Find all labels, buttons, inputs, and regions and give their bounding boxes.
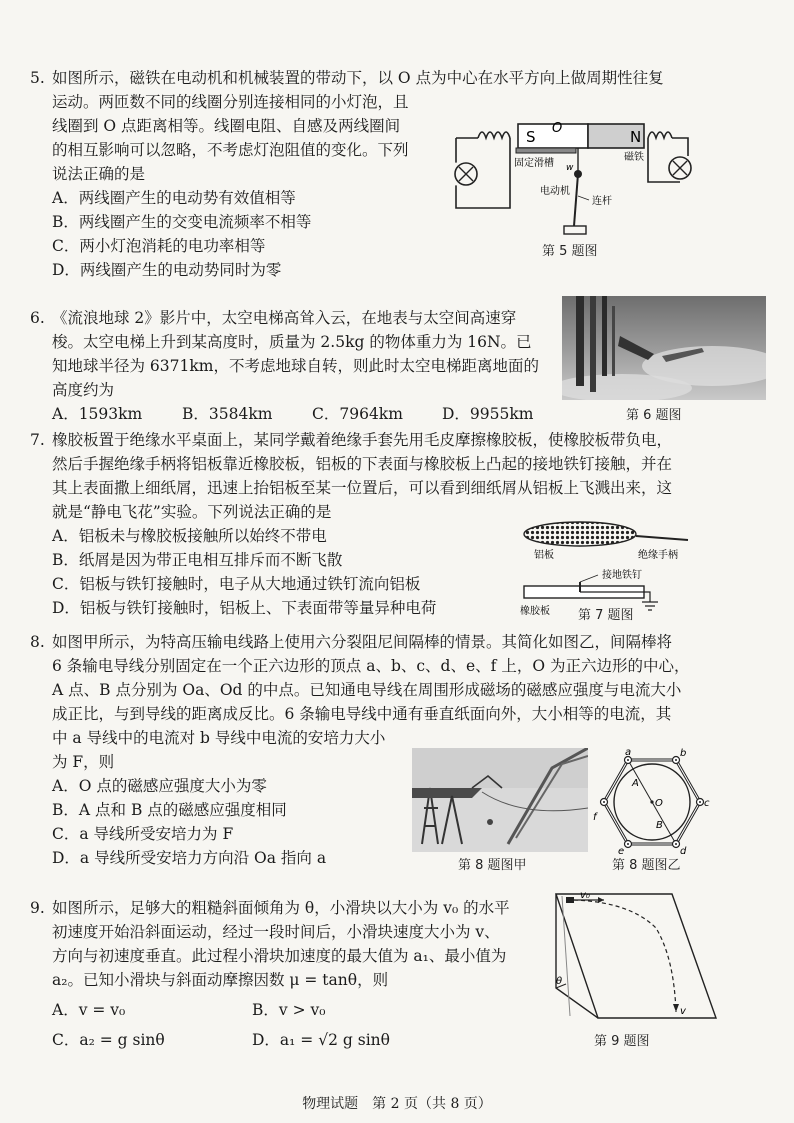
label-e: e — [618, 846, 625, 857]
option-c: C．两小灯泡消耗的电功率相等 — [52, 237, 266, 255]
option-c: C．7964km — [312, 405, 403, 423]
handle-icon — [636, 536, 688, 540]
question-text: 如图所示，足够大的粗糙斜面倾角为 θ，小滑块以大小为 v₀ 的水平 — [52, 899, 510, 917]
label-v: v — [680, 1006, 686, 1017]
label-o: O — [552, 121, 563, 136]
option-d: D．两线圈产生的电动势同时为零 — [52, 261, 282, 279]
option-b: B．两线圈产生的交变电流频率不相等 — [52, 213, 312, 231]
question-text: 初速度开始沿斜面运动，经过一段时间后，小滑块速度大小为 v、 — [52, 923, 500, 941]
question-text: 就是“静电飞花”实验。下列说法正确的是 — [52, 503, 332, 521]
question-text: 运动。两匝数不同的线圈分别连接相同的小灯泡，且 — [52, 93, 409, 111]
option-d: D．a 导线所受安培力方向沿 Oa 指向 a — [52, 849, 327, 867]
question-text: 其上表面撒上细纸屑，迅速上抬铝板至某一位置后，可以看到细纸屑从铝板上飞溅出来，这 — [52, 479, 673, 497]
label-w: w — [566, 163, 574, 173]
option-d: D．9955km — [442, 405, 534, 423]
option-b: B．v > v₀ — [252, 1001, 326, 1019]
option-b: B．3584km — [182, 405, 273, 423]
question-text: 为 F，则 — [52, 753, 115, 771]
figure-6-space-elevator-photo — [562, 296, 766, 400]
option-a: A．v = v₀ — [52, 1001, 126, 1019]
figure-5-magnet-coils — [448, 112, 694, 238]
question-text: 橡胶板置于绝缘水平桌面上，某同学戴着绝缘手套先用毛皮摩擦橡胶板，使橡胶板带负电， — [52, 431, 673, 449]
option-a: A．两线圈产生的电动势有效值相等 — [52, 189, 296, 207]
label-slide: 固定滑槽 — [514, 158, 554, 169]
label-n: N — [630, 128, 642, 146]
label-f: f — [593, 812, 597, 823]
option-c: C．a 导线所受安培力为 F — [52, 825, 234, 843]
figure-5-caption: 第 5 题图 — [542, 244, 598, 259]
question-number: 5. — [30, 69, 45, 87]
option-b: B．纸屑是因为带正电相互排斥而不断飞散 — [52, 551, 343, 569]
question-text: 中 a 导线中的电流对 b 导线中电流的安培力大小 — [52, 729, 386, 747]
figure-7-caption: 第 7 题图 — [578, 608, 634, 623]
option-c: C．a₂ = g sinθ — [52, 1031, 165, 1049]
option-d: D．铝板与铁钉接触时，铝板上、下表面带等量异种电荷 — [52, 599, 437, 617]
label-b: b — [680, 748, 687, 759]
question-text: a₂。已知小滑块与斜面动摩擦因数 μ = tanθ，则 — [52, 971, 389, 989]
question-text: 《流浪地球 2》影片中，太空电梯高耸入云，在地表与太空间高速穿 — [52, 309, 517, 327]
option-a: A．1593km — [52, 405, 143, 423]
label-nail: 接地铁钉 — [602, 570, 642, 581]
option-a: A．铝板未与橡胶板接触所以始终不带电 — [52, 527, 327, 545]
figure-8-caption-b: 第 8 题图乙 — [612, 858, 681, 873]
option-b: B．A 点和 B 点的磁感应强度相同 — [52, 801, 287, 819]
question-number: 8. — [30, 633, 45, 651]
label-a: a — [625, 748, 632, 758]
question-text: 如图甲所示，为特高压输电线路上使用六分裂阻尼间隔棒的情景。其简化如图乙，间隔棒将 — [52, 633, 673, 651]
coil-left-icon — [478, 132, 510, 138]
question-text: 梭。太空电梯上升到某高度时，质量为 2.5kg 的物体重力为 16N。已 — [52, 333, 532, 351]
label-v0: v₀ — [580, 890, 590, 901]
option-d: D．a₁ = √2 g sinθ — [252, 1031, 390, 1049]
label-point-b: B — [656, 820, 663, 831]
question-text: 6 条输电导线分别固定在一个正六边形的顶点 a、b、c、d、e、f 上，O 为正六边形的中心， — [52, 657, 690, 675]
question-text: 线圈到 O 点距离相等。线圈电阻、自感及两线圈间 — [52, 117, 401, 135]
label-handle: 绝缘手柄 — [638, 550, 678, 561]
question-number: 7. — [30, 431, 45, 449]
question-text: 的相互影响可以忽略，不考虑灯泡阻值的变化。下列 — [52, 141, 409, 159]
question-text: 然后手握绝缘手柄将铝板靠近橡胶板，铝板的下表面与橡胶板上凸起的接地铁钉接触，并在 — [52, 455, 673, 473]
label-motor: 电动机 — [540, 186, 570, 197]
question-text: 如图所示，磁铁在电动机和机械装置的带动下，以 O 点为中心在水平方向上做周期性往复 — [52, 69, 664, 87]
label-c: c — [704, 798, 710, 809]
label-magnet: 磁铁 — [624, 152, 644, 163]
figure-8-transmission-photo — [412, 748, 588, 852]
label-s: S — [526, 128, 536, 146]
question-text: 说法正确的是 — [52, 165, 146, 183]
question-text: 高度约为 — [52, 381, 115, 399]
question-text: A 点、B 点分别为 Oa、Od 的中点。已知通电导线在周围形成磁场的磁感应强度与电流大小 — [52, 681, 682, 699]
figure-8-caption-a: 第 8 题图甲 — [458, 858, 527, 873]
figure-9-caption: 第 9 题图 — [594, 1034, 650, 1049]
figure-6-caption: 第 6 题图 — [626, 408, 682, 423]
question-text: 方向与初速度垂直。此过程小滑块加速度的最大值为 a₁、最小值为 — [52, 947, 507, 965]
figure-9-incline — [550, 888, 720, 1028]
label-o: O — [655, 798, 663, 809]
question-number: 6. — [30, 309, 45, 327]
label-theta: θ — [556, 976, 563, 987]
option-c: C．铝板与铁钉接触时，电子从大地通过铁钉流向铝板 — [52, 575, 421, 593]
label-rod: 连杆 — [592, 196, 612, 207]
ground-icon — [642, 602, 658, 610]
label-d: d — [680, 846, 687, 857]
label-aluminum: 铝板 — [534, 550, 554, 561]
slider-block-icon — [566, 897, 574, 903]
page-footer: 物理试题 第 2 页（共 8 页） — [302, 1096, 492, 1112]
label-point-a: A — [632, 778, 639, 789]
coil-right-icon — [648, 132, 672, 138]
figure-8-hexagon-diagram — [592, 748, 712, 858]
label-rubber: 橡胶板 — [520, 606, 550, 617]
aluminum-plate-icon — [524, 522, 636, 546]
option-a: A．O 点的磁感应强度大小为零 — [52, 777, 267, 795]
question-text: 成正比，与到导线的距离成反比。6 条输电导线中通有垂直纸面向外，大小相等的电流，其 — [52, 705, 672, 723]
question-number: 9. — [30, 899, 45, 917]
question-text: 知地球半径为 6371km，不考虑地球自转，则此时太空电梯距离地面的 — [52, 357, 539, 375]
